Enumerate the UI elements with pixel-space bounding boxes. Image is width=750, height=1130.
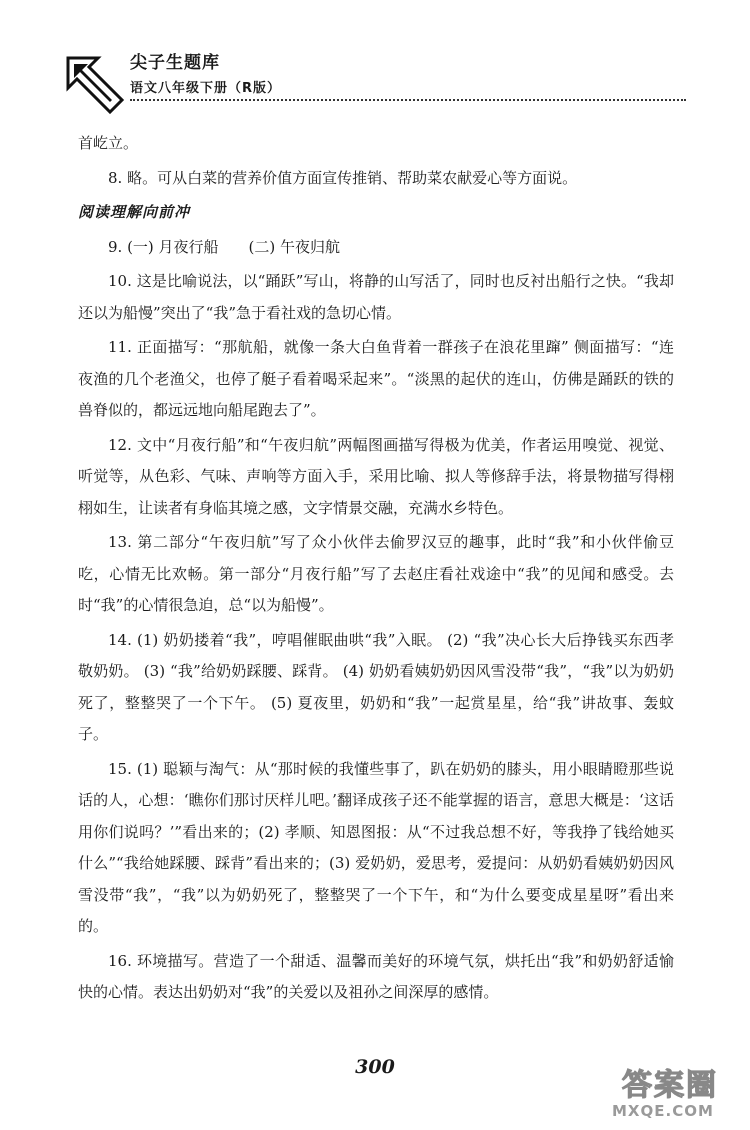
arrow-logo-icon bbox=[64, 54, 128, 118]
watermark bbox=[608, 1060, 748, 1126]
answer-paragraph: 10. 这是比喻说法，以“踊跃”写山，将静的山写活了，同时也反衬出船行之快。“我却还以为船慢”突出了“我”急于看社戏的急切心情。 bbox=[78, 272, 674, 322]
answer-paragraph: 8. 略。可从白菜的营养价值方面宣传推销、帮助菜农献爱心等方面说。 bbox=[108, 168, 578, 187]
answer-paragraph: 12. 文中“月夜行船”和“午夜归航”两幅图画描写得极为优美，作者运用嗅觉、视觉、听觉等，从色彩、气味、声响等方面入手，采用比喻、拟人等修辞手法，将景物描写得栩栩如生，让读者有身临其境之感，文字情景交融，充满水乡特色。 bbox=[78, 435, 674, 517]
answer-content bbox=[78, 128, 674, 1012]
book-title: 尖子生题库 bbox=[130, 53, 220, 73]
answer-paragraph: 16. 环境描写。营造了一个甜适、温馨而美好的环境气氛，烘托出“我”和奶奶舒适愉快的心情。表达出奶奶对“我”的关爱以及祖孙之间深厚的感情。 bbox=[78, 951, 674, 1001]
book-subtitle: 语文八年级下册（R版） bbox=[130, 81, 282, 96]
header-divider bbox=[130, 99, 686, 101]
answer-paragraph: 9. (一) 月夜行船 (二) 午夜归航 bbox=[108, 237, 341, 256]
answer-paragraph: 15. (1) 聪颖与淘气：从“那时候的我懂些事了，趴在奶奶的膝头，用小眼睛瞪那些说话的人，心想：‘瞧你们那讨厌样儿吧。’翻译成孩子还不能掌握的语言，意思大概是：‘这话用你们说吗？’”看出来的；(2) 孝顺、知恩图报：从“不过我总想不好，等我挣了钱给她买什么”“我给她踩腰、踩背”看出来的；(3) 爱奶奶，爱思考，爱提问：从奶奶看姨奶奶因风雪没带“我”，“我”以为奶奶死了，整整哭了一个下午，和“为什么要变成星星呀”看出来的。 bbox=[78, 759, 674, 935]
page-header bbox=[64, 44, 686, 116]
answer-paragraph: 13. 第二部分“午夜归航”写了众小伙伴去偷罗汉豆的趣事，此时“我”和小伙伴偷豆吃，心情无比欢畅。第一部分“月夜行船”写了去赵庄看社戏途中“我”的见闻和感受。去时“我”的心情很急迫，总“以为船慢”。 bbox=[78, 533, 674, 614]
answer-paragraph: 14. (1) 奶奶搂着“我”，哼唱催眠曲哄“我”入眠。 (2) “我”决心长大后挣钱买东西孝敬奶奶。 (3) “我”给奶奶踩腰、踩背。 (4) 奶奶看姨奶奶因风雪没带“我”，“我”以为奶奶死了，整整哭了一个下午。 (5) 夏夜里，奶奶和“我”一起赏星星，给“我”讲故事、轰蚊子。 bbox=[78, 630, 674, 743]
watermark-url: MXQE.COM bbox=[612, 1102, 714, 1120]
watermark-logo-text: 答案圈 bbox=[622, 1068, 718, 1103]
answer-paragraph: 首屹立。 bbox=[78, 134, 139, 152]
answer-paragraph: 11. 正面描写：“那航船，就像一条大白鱼背着一群孩子在浪花里蹿” 侧面描写：“连夜渔的几个老渔父，也停了艇子看着喝采起来”。“淡黑的起伏的连山，仿佛是踊跃的铁的兽脊似的，都远远地向船尾跑去了”。 bbox=[78, 338, 674, 419]
section-heading: 阅读理解向前冲 bbox=[78, 203, 191, 221]
page-number: 300 bbox=[355, 1056, 395, 1078]
